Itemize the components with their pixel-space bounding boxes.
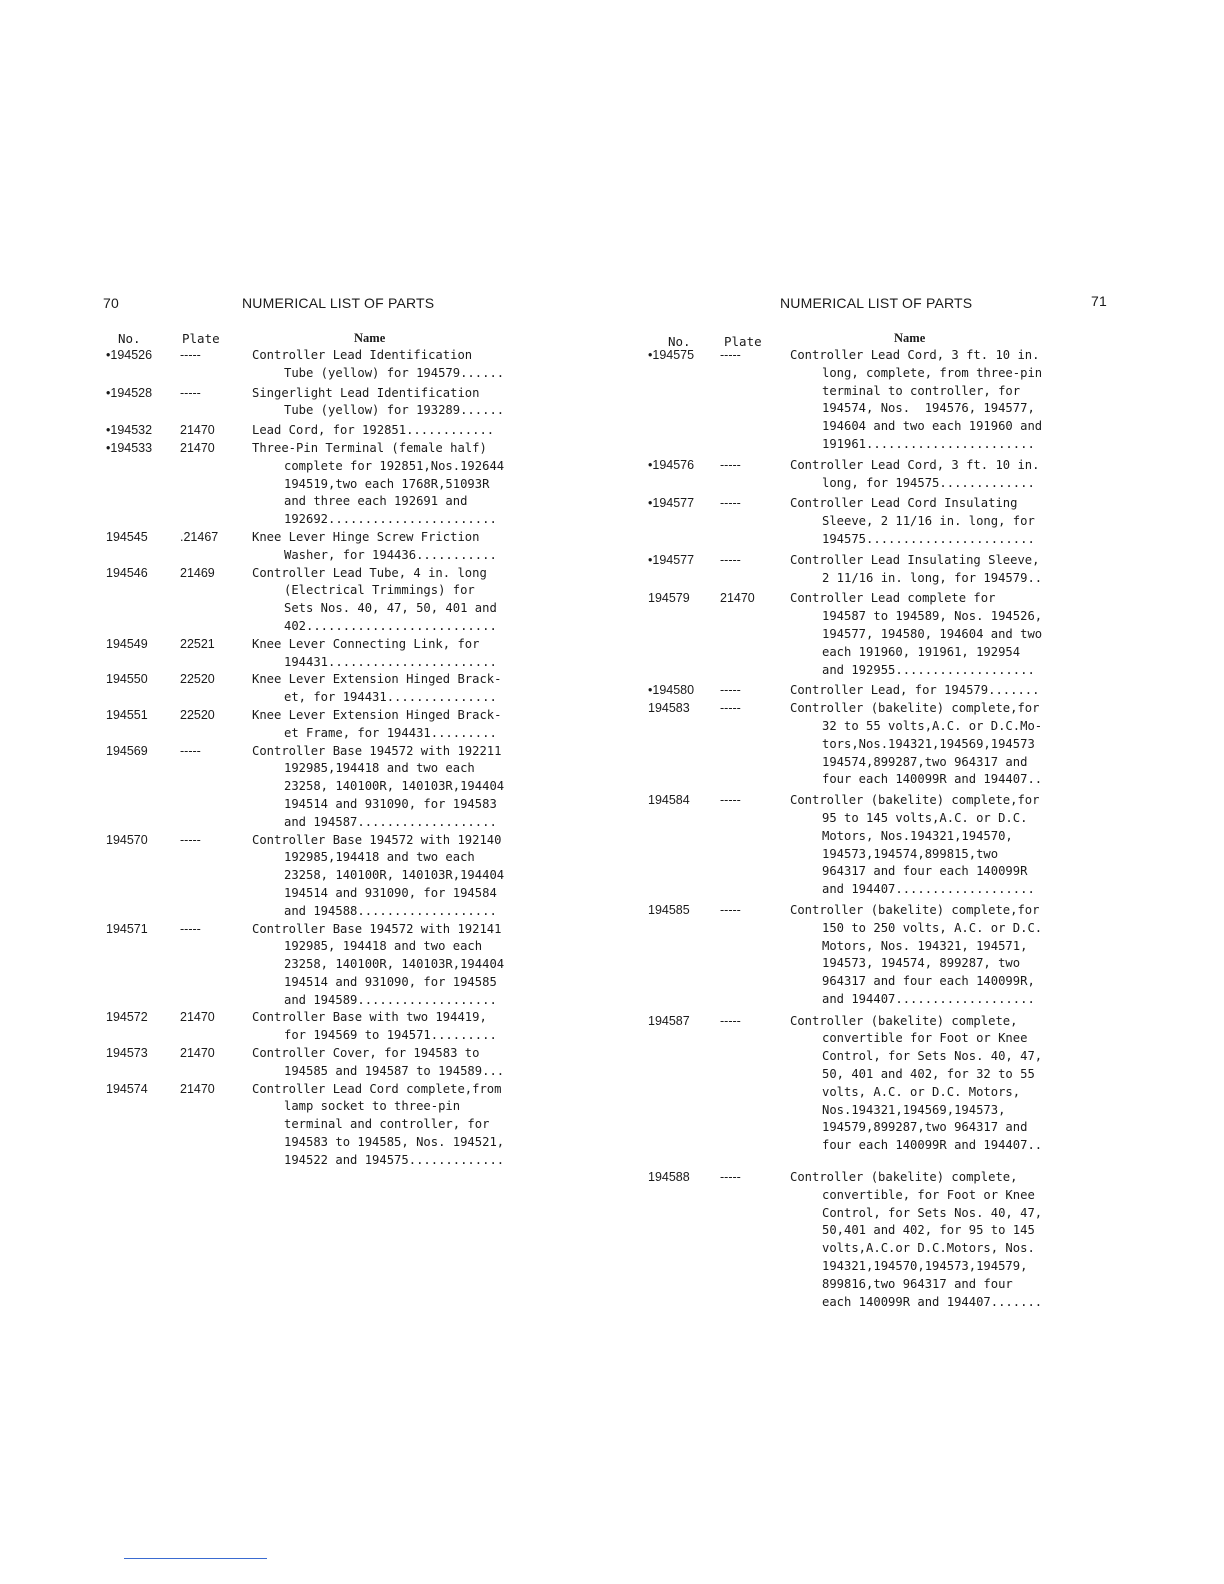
- part-row: [648, 792, 1080, 899]
- part-name-line: 192985, 194418 and two each: [284, 939, 483, 954]
- part-name-line: 194522 and 194575.............: [284, 1152, 505, 1167]
- part-name-line: Tube (yellow) for 194579......: [284, 365, 505, 380]
- plate-number: 21470: [180, 1010, 215, 1025]
- part-name: [790, 1169, 1080, 1311]
- plate-number: -----: [720, 793, 741, 808]
- plate-number: -----: [720, 683, 741, 698]
- part-name-line: Controller Lead Cord complete,from: [252, 1081, 502, 1096]
- part-name-line: each 191960, 191961, 192954: [822, 644, 1021, 659]
- part-name-line: Controller (bakelite) complete,: [790, 1170, 1018, 1185]
- part-name-line: 192985,194418 and two each: [284, 850, 475, 865]
- part-number: 194572: [106, 1010, 148, 1025]
- part-name-line: 194574,899287,two 964317 and: [822, 754, 1028, 769]
- part-row: [106, 422, 542, 440]
- part-name: [252, 422, 542, 440]
- part-row: [106, 636, 542, 672]
- part-number: 194579: [648, 591, 690, 606]
- part-row: [648, 347, 1080, 454]
- plate-number: 22520: [180, 672, 215, 687]
- part-row: [648, 700, 1080, 789]
- part-name-line: 194604 and two each 191960 and: [822, 419, 1043, 434]
- part-number: 194588: [648, 1170, 690, 1185]
- part-name-line: Controller Lead Cord Insulating: [790, 496, 1018, 511]
- part-name-line: 194514 and 931090, for 194584: [284, 885, 497, 900]
- part-number: 194551: [106, 707, 148, 722]
- part-row: [648, 1013, 1080, 1155]
- part-name-line: Controller Base 194572 with 192211: [252, 743, 502, 758]
- part-number: •194528: [106, 385, 153, 400]
- plate-number: -----: [180, 348, 201, 362]
- part-name-line: Washer, for 194436...........: [284, 547, 497, 562]
- part-name-line: 194519,two each 1768R,51093R: [284, 476, 490, 491]
- plate-number: -----: [720, 701, 741, 716]
- part-name-line: 23258, 140100R, 140103R,194404: [284, 779, 505, 794]
- part-name: [252, 832, 542, 921]
- part-number: •194580: [648, 683, 695, 698]
- right-col-no-header: No.: [668, 334, 691, 349]
- part-name: [790, 457, 1080, 493]
- part-row: [648, 902, 1080, 1009]
- part-name-line: 194514 and 931090, for 194583: [284, 796, 497, 811]
- part-name-line: and 194407...................: [822, 991, 1035, 1006]
- part-name-line: 192985,194418 and two each: [284, 761, 475, 776]
- part-name-line: Control, for Sets Nos. 40, 47,: [822, 1205, 1043, 1220]
- plate-number: 21469: [180, 565, 215, 580]
- part-number: 194571: [106, 921, 148, 936]
- part-name-line: 964317 and four each 140099R,: [822, 974, 1035, 989]
- part-name-line: Controller (bakelite) complete,for: [790, 701, 1040, 716]
- part-number: •194526: [106, 348, 153, 362]
- part-name-line: Singerlight Lead Identification: [252, 385, 480, 400]
- part-name-line: 402..........................: [284, 618, 497, 633]
- part-name-line: Control, for Sets Nos. 40, 47,: [822, 1049, 1043, 1064]
- part-name-line: 899816,two 964317 and four: [822, 1276, 1013, 1291]
- part-name-line: Controller (bakelite) complete,: [790, 1013, 1018, 1028]
- part-number: •194533: [106, 440, 153, 455]
- part-number: 194570: [106, 832, 148, 847]
- plate-number: -----: [180, 832, 201, 847]
- part-name-line: 23258, 140100R, 140103R,194404: [284, 868, 505, 883]
- part-name-line: (Electrical Trimmings) for: [284, 583, 475, 598]
- part-name-line: 150 to 250 volts, A.C. or D.C.: [822, 920, 1043, 935]
- part-name-line: complete for 192851,Nos.192644: [284, 458, 505, 473]
- part-name-line: 194575.......................: [822, 531, 1035, 546]
- part-name: [252, 565, 542, 636]
- part-name-line: Three-Pin Terminal (female half): [252, 440, 487, 455]
- part-name: [790, 590, 1080, 679]
- right-parts-list: [648, 347, 1080, 1311]
- part-name-line: convertible, for Foot or Knee: [822, 1187, 1035, 1202]
- part-name: [252, 385, 542, 421]
- part-name: [252, 529, 542, 565]
- part-name-line: 32 to 55 volts,A.C. or D.C.Mo-: [822, 718, 1043, 733]
- left-col-no-header: No.: [118, 331, 141, 346]
- part-name-line: 95 to 145 volts,A.C. or D.C.: [822, 810, 1028, 825]
- part-name-line: each 140099R and 194407.......: [822, 1294, 1043, 1309]
- part-row: [106, 832, 542, 921]
- left-col-plate-header: Plate: [182, 331, 220, 346]
- plate-number: 21470: [180, 1081, 215, 1096]
- part-name: [252, 1045, 542, 1081]
- part-name: [790, 1013, 1080, 1155]
- part-name-line: Knee Lever Extension Hinged Brack-: [252, 672, 502, 687]
- right-col-name-header: Name: [894, 331, 926, 345]
- part-name-line: Controller Cover, for 194583 to: [252, 1046, 480, 1061]
- part-name-line: 194321,194570,194573,194579,: [822, 1259, 1028, 1274]
- plate-number: -----: [180, 385, 201, 400]
- part-number: 194587: [648, 1013, 690, 1028]
- plate-number: 22520: [180, 707, 215, 722]
- part-number: 194583: [648, 701, 690, 716]
- part-name: [790, 495, 1080, 548]
- part-name: [252, 1009, 542, 1045]
- part-name-line: 194579,899287,two 964317 and: [822, 1120, 1028, 1135]
- part-name: [252, 707, 542, 743]
- part-name-line: Motors, Nos.194321,194570,: [822, 828, 1013, 843]
- part-name-line: et Frame, for 194431.........: [284, 725, 497, 740]
- part-name-line: 23258, 140100R, 140103R,194404: [284, 957, 505, 972]
- part-name: [252, 671, 542, 707]
- part-row: [106, 385, 542, 421]
- part-name-line: 194583 to 194585, Nos. 194521,: [284, 1135, 505, 1150]
- part-name-line: and 194589...................: [284, 992, 497, 1007]
- part-name-line: Controller (bakelite) complete,for: [790, 902, 1040, 917]
- part-number: •194577: [648, 496, 695, 511]
- plate-number: -----: [720, 457, 741, 472]
- plate-number: -----: [720, 1170, 741, 1185]
- part-row: [106, 1045, 542, 1081]
- part-row: [106, 440, 542, 529]
- plate-number: 21470: [180, 423, 215, 438]
- part-name-line: Lead Cord, for 192851............: [252, 423, 495, 438]
- part-name: [790, 792, 1080, 899]
- part-name-line: Controller Lead Identification: [252, 348, 473, 362]
- part-name-line: for 194569 to 194571.........: [284, 1028, 497, 1043]
- part-name-line: and 192955...................: [822, 662, 1035, 677]
- part-name-line: 191961.......................: [822, 436, 1035, 451]
- part-number: •194576: [648, 457, 695, 472]
- part-number: •194577: [648, 552, 695, 567]
- part-number: 194574: [106, 1081, 148, 1096]
- part-number: 194585: [648, 902, 690, 917]
- part-name-line: Motors, Nos. 194321, 194571,: [822, 938, 1028, 953]
- part-name-line: and 194407...................: [822, 882, 1035, 897]
- plate-number: -----: [180, 921, 201, 936]
- part-name: [252, 743, 542, 832]
- part-name: [252, 440, 542, 529]
- part-row: [106, 529, 542, 565]
- part-row: [648, 590, 1080, 679]
- part-row: [106, 671, 542, 707]
- plate-number: -----: [720, 348, 741, 362]
- plate-number: .21467: [180, 529, 219, 544]
- part-name-line: et, for 194431...............: [284, 690, 497, 705]
- part-name-line: and 194588...................: [284, 903, 497, 918]
- part-row: [648, 495, 1080, 548]
- part-row: [648, 1169, 1080, 1311]
- part-row: [106, 707, 542, 743]
- part-number: 194546: [106, 565, 148, 580]
- part-name: [790, 700, 1080, 789]
- part-row: [106, 743, 542, 832]
- part-name-line: and 194587...................: [284, 814, 497, 829]
- part-name-line: 194514 and 931090, for 194585: [284, 974, 497, 989]
- part-name: [252, 1081, 542, 1170]
- part-name-line: Controller Lead complete for: [790, 591, 996, 606]
- part-row: [648, 457, 1080, 493]
- part-row: [106, 565, 542, 636]
- part-name-line: four each 140099R and 194407..: [822, 772, 1043, 787]
- part-name-line: 2 11/16 in. long, for 194579..: [822, 570, 1043, 585]
- part-name-line: Knee Lever Hinge Screw Friction: [252, 529, 480, 544]
- part-name-line: four each 140099R and 194407..: [822, 1138, 1043, 1153]
- left-col-name-header: Name: [354, 331, 386, 345]
- plate-number: 22521: [180, 636, 215, 651]
- part-name: [790, 902, 1080, 1009]
- right-col-plate-header: Plate: [724, 334, 762, 349]
- part-number: 194573: [106, 1046, 148, 1061]
- part-name: [252, 347, 542, 383]
- part-name-line: 50, 401 and 402, for 32 to 55: [822, 1067, 1035, 1082]
- plate-number: -----: [720, 902, 741, 917]
- part-name-line: Controller Lead Cord, 3 ft. 10 in.: [790, 457, 1040, 472]
- part-number: •194575: [648, 348, 695, 362]
- part-name-line: 50,401 and 402, for 95 to 145: [822, 1223, 1035, 1238]
- part-number: •194532: [106, 423, 153, 438]
- part-name-line: tors,Nos.194321,194569,194573: [822, 736, 1035, 751]
- part-number: 194549: [106, 636, 148, 651]
- part-name-line: 194573, 194574, 899287, two: [822, 956, 1021, 971]
- part-number: 194545: [106, 529, 148, 544]
- right-page-number: 71: [1091, 293, 1107, 309]
- part-name-line: terminal to controller, for: [822, 383, 1021, 398]
- part-name-line: convertible for Foot or Knee: [822, 1031, 1028, 1046]
- part-number: 194550: [106, 672, 148, 687]
- part-name-line: Nos.194321,194569,194573,: [822, 1102, 1006, 1117]
- part-name-line: Controller Lead, for 194579.......: [790, 683, 1040, 698]
- part-name-line: 192692.......................: [284, 512, 497, 527]
- part-name-line: 194431.......................: [284, 654, 497, 669]
- part-name-line: and three each 192691 and: [284, 494, 468, 509]
- part-row: [106, 921, 542, 1010]
- right-page-title: NUMERICAL LIST OF PARTS: [780, 295, 973, 311]
- part-name-line: Knee Lever Connecting Link, for: [252, 636, 480, 651]
- part-name-line: 964317 and four each 140099R: [822, 864, 1028, 879]
- part-name: [252, 921, 542, 1010]
- part-name-line: long, complete, from three-pin: [822, 365, 1043, 380]
- part-name-line: long, for 194575.............: [822, 475, 1035, 490]
- plate-number: -----: [720, 552, 741, 567]
- part-name-line: terminal and controller, for: [284, 1117, 490, 1132]
- part-row: [648, 552, 1080, 588]
- part-row: [106, 1081, 542, 1170]
- part-name-line: 194574, Nos. 194576, 194577,: [822, 401, 1035, 416]
- part-name-line: volts,A.C.or D.C.Motors, Nos.: [822, 1241, 1035, 1256]
- part-name-line: Controller Lead Tube, 4 in. long: [252, 565, 487, 580]
- part-name-line: Controller (bakelite) complete,for: [790, 793, 1040, 808]
- part-name-line: Knee Lever Extension Hinged Brack-: [252, 707, 502, 722]
- part-number: 194584: [648, 793, 690, 808]
- part-name-line: 194577, 194580, 194604 and two: [822, 626, 1043, 641]
- part-number: 194569: [106, 743, 148, 758]
- plate-number: -----: [720, 496, 741, 511]
- part-name-line: Controller Lead Cord, 3 ft. 10 in.: [790, 348, 1040, 362]
- right-page: [612, 0, 1224, 1584]
- part-name-line: lamp socket to three-pin: [284, 1099, 461, 1114]
- part-name-line: volts, A.C. or D.C. Motors,: [822, 1084, 1021, 1099]
- part-name: [790, 552, 1080, 588]
- part-name-line: Controller Base 194572 with 192140: [252, 832, 502, 847]
- left-page-number: 70: [103, 295, 119, 311]
- plate-number: 21470: [180, 1046, 215, 1061]
- left-page-title: NUMERICAL LIST OF PARTS: [242, 295, 435, 311]
- part-name: [252, 636, 542, 672]
- part-name: [790, 347, 1080, 454]
- part-row: [106, 1009, 542, 1045]
- part-name-line: 194585 and 194587 to 194589...: [284, 1063, 505, 1078]
- scan-underline-mark: [124, 1558, 267, 1559]
- plate-number: 21470: [180, 440, 215, 455]
- left-parts-list: [106, 347, 542, 1170]
- part-name-line: 194587 to 194589, Nos. 194526,: [822, 609, 1043, 624]
- plate-number: 21470: [720, 591, 755, 606]
- part-name-line: Sets Nos. 40, 47, 50, 401 and: [284, 601, 497, 616]
- part-name-line: Controller Lead Insulating Sleeve,: [790, 552, 1040, 567]
- part-name-line: Controller Base 194572 with 192141: [252, 921, 502, 936]
- part-row: [648, 682, 1080, 700]
- part-name-line: 194573,194574,899815,two: [822, 846, 999, 861]
- part-name-line: Tube (yellow) for 193289......: [284, 403, 505, 418]
- plate-number: -----: [720, 1013, 741, 1028]
- part-name-line: Controller Base with two 194419,: [252, 1010, 487, 1025]
- part-row: [106, 347, 542, 383]
- part-name-line: Sleeve, 2 11/16 in. long, for: [822, 514, 1035, 529]
- plate-number: -----: [180, 743, 201, 758]
- part-name: [790, 682, 1080, 700]
